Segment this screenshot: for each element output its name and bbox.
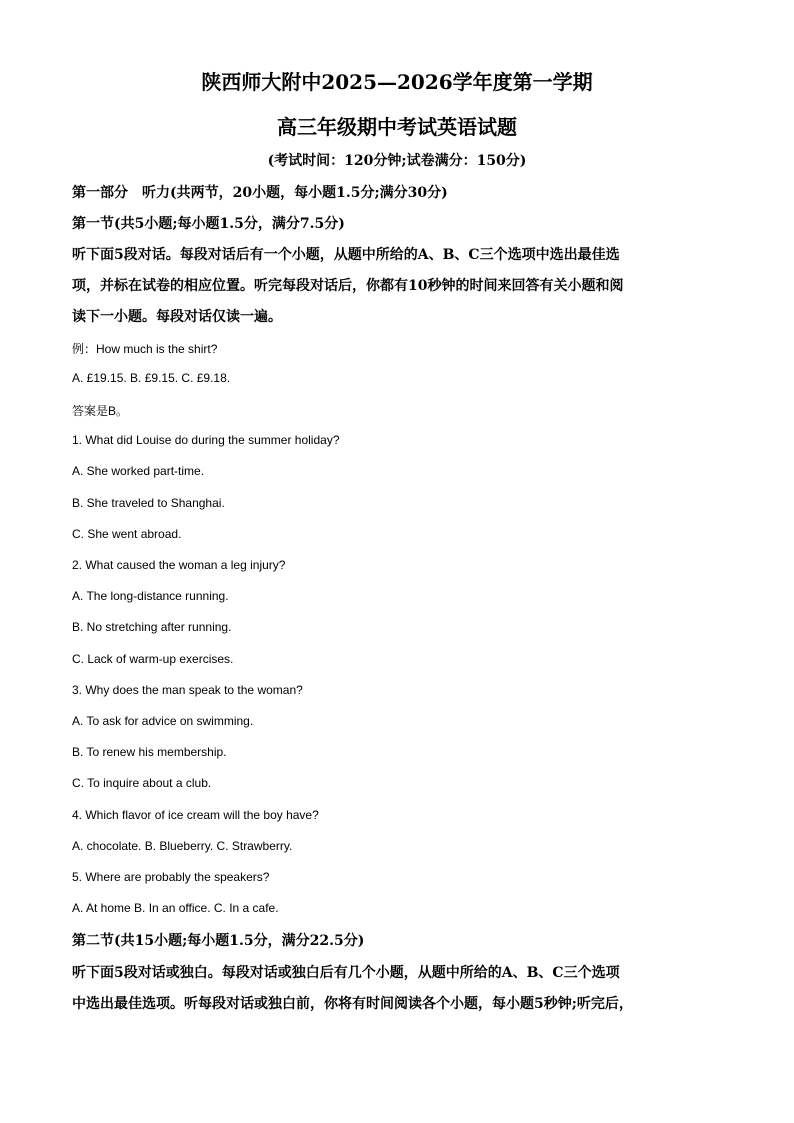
- question-3-option-a: A. To ask for advice on swimming.: [72, 714, 254, 728]
- question-1-option-a: A. She worked part-time.: [72, 464, 205, 478]
- question-2-option-b: B. No stretching after running.: [72, 620, 232, 634]
- section2-instructions-line: 中选出最佳选项。听每段对话或独白前，你将有时间阅读各个小题，每小题5秒钟;听完后，: [72, 996, 633, 1012]
- exam-info: (考试时间：120分钟;试卷满分：150分): [267, 153, 527, 169]
- section2-heading: 第二节(共15小题;每小题1.5分，满分22.5分): [72, 933, 365, 949]
- title-line-1: 陕西师大附中2025—2026学年度第一学期: [201, 70, 593, 94]
- question-3-option-b: B. To renew his membership.: [72, 745, 227, 759]
- title-line-2: 高三年级期中考试英语试题: [277, 115, 517, 139]
- question-3-option-c: C. To inquire about a club.: [72, 776, 212, 790]
- question-2: 2. What caused the woman a leg injury?: [72, 558, 286, 572]
- question-5-options: A. At home B. In an office. C. In a cafe.: [72, 901, 279, 915]
- example-options: A. £19.15. B. £9.15. C. £9.18.: [72, 371, 231, 385]
- section1-heading: 第一节(共5小题;每小题1.5分，满分7.5分): [72, 216, 345, 232]
- question-5: 5. Where are probably the speakers?: [72, 870, 270, 884]
- section2-instructions-line: 听下面5段对话或独白。每段对话或独白后有几个小题，从题中所给的A、B、C三个选项: [72, 965, 620, 981]
- part1-heading: 第一部分 听力(共两节，20小题，每小题1.5分;满分30分): [72, 185, 448, 201]
- example-question: 例：How much is the shirt?: [72, 342, 218, 356]
- question-4-options: A. chocolate. B. Blueberry. C. Strawberry.: [72, 839, 293, 853]
- question-2-option-a: A. The long-distance running.: [72, 589, 229, 603]
- question-4: 4. Which flavor of ice cream will the boy have?: [72, 808, 319, 822]
- question-2-option-c: C. Lack of warm-up exercises.: [72, 652, 234, 666]
- section1-instructions-line: 项，并标在试卷的相应位置。听完每段对话后，你都有10秒钟的时间来回答有关小题和阅: [72, 278, 624, 294]
- question-1-option-c: C. She went abroad.: [72, 527, 182, 541]
- example-answer: 答案是B。: [72, 404, 129, 418]
- question-1: 1. What did Louise do during the summer holiday?: [72, 433, 340, 447]
- section1-instructions-line: 读下一小题。每段对话仅读一遍。: [72, 309, 282, 325]
- section1-instructions-line: 听下面5段对话。每段对话后有一个小题，从题中所给的A、B、C三个选项中选出最佳选: [72, 247, 620, 263]
- question-3: 3. Why does the man speak to the woman?: [72, 683, 303, 697]
- question-1-option-b: B. She traveled to Shanghai.: [72, 496, 225, 510]
